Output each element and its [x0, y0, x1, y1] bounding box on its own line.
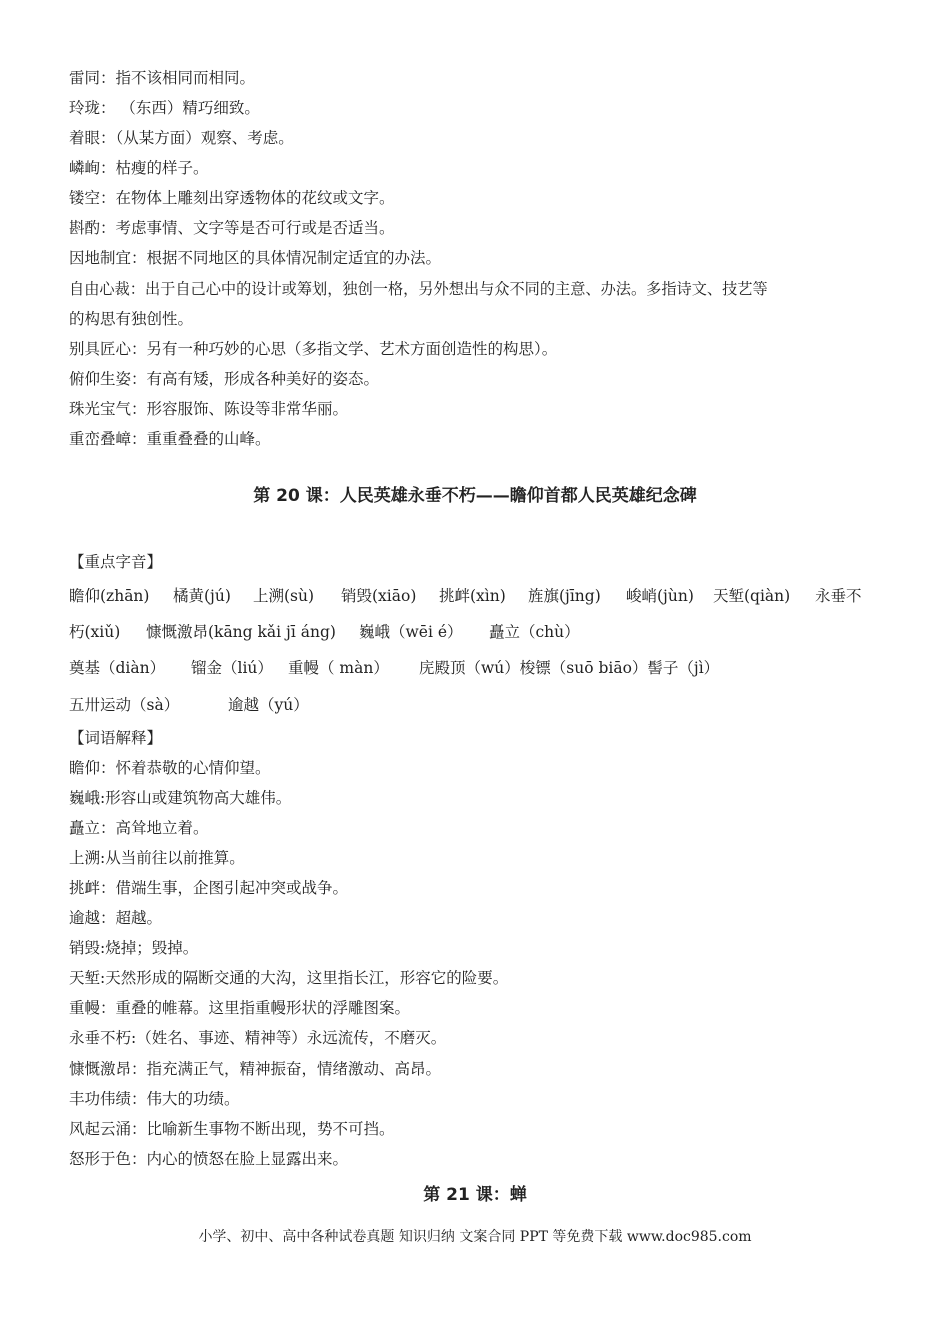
lesson-20-title: 第 20 课：人民英雄永垂不朽——瞻仰首都人民英雄纪念碑	[253, 486, 697, 506]
pronunciation-row	[69, 622, 580, 642]
pron-item: 峻峭(jùn)	[626, 587, 694, 605]
vocab-line: 上溯:从当前往以前推算。	[69, 849, 245, 867]
vocab-line: 天堑:天然形成的隔断交通的大沟，这里指长江，形容它的险要。	[69, 969, 509, 987]
definition-line: 雷同：指不该相同而相同。	[69, 69, 256, 87]
vocab-line: 永垂不朽:（姓名、事迹、精神等）永远流传，不磨灭。	[69, 1029, 447, 1047]
pron-item: 慷慨激昂(kāng kǎi jī áng)	[146, 623, 336, 641]
pron-item: 天堑(qiàn)	[713, 587, 791, 605]
definition-line: 镂空：在物体上雕刻出穿透物体的花纹或文字。	[69, 189, 395, 207]
pron-item: 重幔（ màn）	[288, 659, 389, 677]
vocab-line: 怒形于色：内心的愤怒在脸上显露出来。	[69, 1150, 349, 1168]
vocab-line: 风起云涌：比喻新生事物不断出现，势不可挡。	[69, 1120, 395, 1138]
vocab-line: 慷慨激昂：指充满正气，精神振奋，情绪激动、高昂。	[69, 1060, 442, 1078]
definition-line: 玲珑： （东西）精巧细致。	[69, 99, 260, 117]
pron-item: 朽(xiǔ)	[69, 623, 121, 641]
definition-line: 别具匠心：另有一种巧妙的心思（多指文学、艺术方面创造性的构思）。	[69, 340, 558, 358]
vocab-line: 挑衅：借端生事，企图引起冲突或战争。	[69, 879, 349, 897]
vocab-line: 矗立：高耸地立着。	[69, 819, 209, 837]
pron-item: 庑殿顶（wú）梭镖（suō biāo）髻子（jì）	[419, 659, 720, 677]
definition-line: 嶙峋：枯瘦的样子。	[69, 159, 209, 177]
pron-item: 永垂不	[815, 587, 862, 605]
pronunciation-row	[69, 658, 719, 678]
vocab-line: 巍峨:形容山或建筑物高大雄伟。	[69, 789, 292, 807]
definition-line: 珠光宝气：形容服饰、陈设等非常华丽。	[69, 400, 349, 418]
pronunciation-row	[69, 586, 862, 606]
vocab-line: 重幔：重叠的帷幕。这里指重幔形状的浮雕图案。	[69, 999, 411, 1017]
vocab-line: 瞻仰：怀着恭敬的心情仰望。	[69, 759, 271, 777]
pronunciation-row	[69, 695, 309, 715]
pron-item: 旌旗(jīng)	[528, 587, 601, 605]
definition-line: 自由心裁：出于自己心中的设计或筹划，独创一格，另外想出与众不同的主意、办法。多指诗文、技艺等	[69, 280, 768, 298]
pron-item: 销毁(xiāo)	[341, 587, 417, 605]
vocab-line: 丰功伟绩：伟大的功绩。	[69, 1090, 240, 1108]
vocabulary-heading: 【词语解释】	[69, 729, 163, 747]
definition-line: 的构思有独创性。	[69, 310, 194, 328]
definition-line: 俯仰生姿：有高有矮，形成各种美好的姿态。	[69, 370, 380, 388]
lesson-21-title: 第 21 课：蝉	[423, 1185, 527, 1205]
pron-item: 上溯(sù)	[253, 587, 315, 605]
pron-item: 瞻仰(zhān)	[69, 587, 150, 605]
pron-item: 逾越（yú）	[228, 696, 309, 714]
pron-item: 矗立（chù）	[489, 623, 580, 641]
pronunciation-heading: 【重点字音】	[69, 553, 163, 571]
definition-line: 着眼：（从某方面）观察、考虑。	[69, 129, 294, 147]
vocab-line: 逾越：超越。	[69, 909, 163, 927]
definition-line: 因地制宜：根据不同地区的具体情况制定适宜的办法。	[69, 249, 442, 267]
pron-item: 镏金（liú）	[191, 659, 273, 677]
pron-item: 橘黄(jú)	[173, 587, 231, 605]
definition-line: 重峦叠嶂：重重叠叠的山峰。	[69, 430, 271, 448]
definition-line: 斟酌：考虑事情、文字等是否可行或是否适当。	[69, 219, 395, 237]
page-footer: 小学、初中、高中各种试卷真题 知识归纳 文案合同 PPT 等免费下载 www.doc985.com	[198, 1229, 752, 1245]
vocab-line: 销毁:烧掉；毁掉。	[69, 939, 199, 957]
pron-item: 挑衅(xìn)	[439, 587, 506, 605]
pron-item: 巍峨（wēi é）	[359, 623, 463, 641]
pron-item: 五卅运动（sà）	[69, 696, 180, 714]
pron-item: 奠基（diàn）	[69, 659, 166, 677]
